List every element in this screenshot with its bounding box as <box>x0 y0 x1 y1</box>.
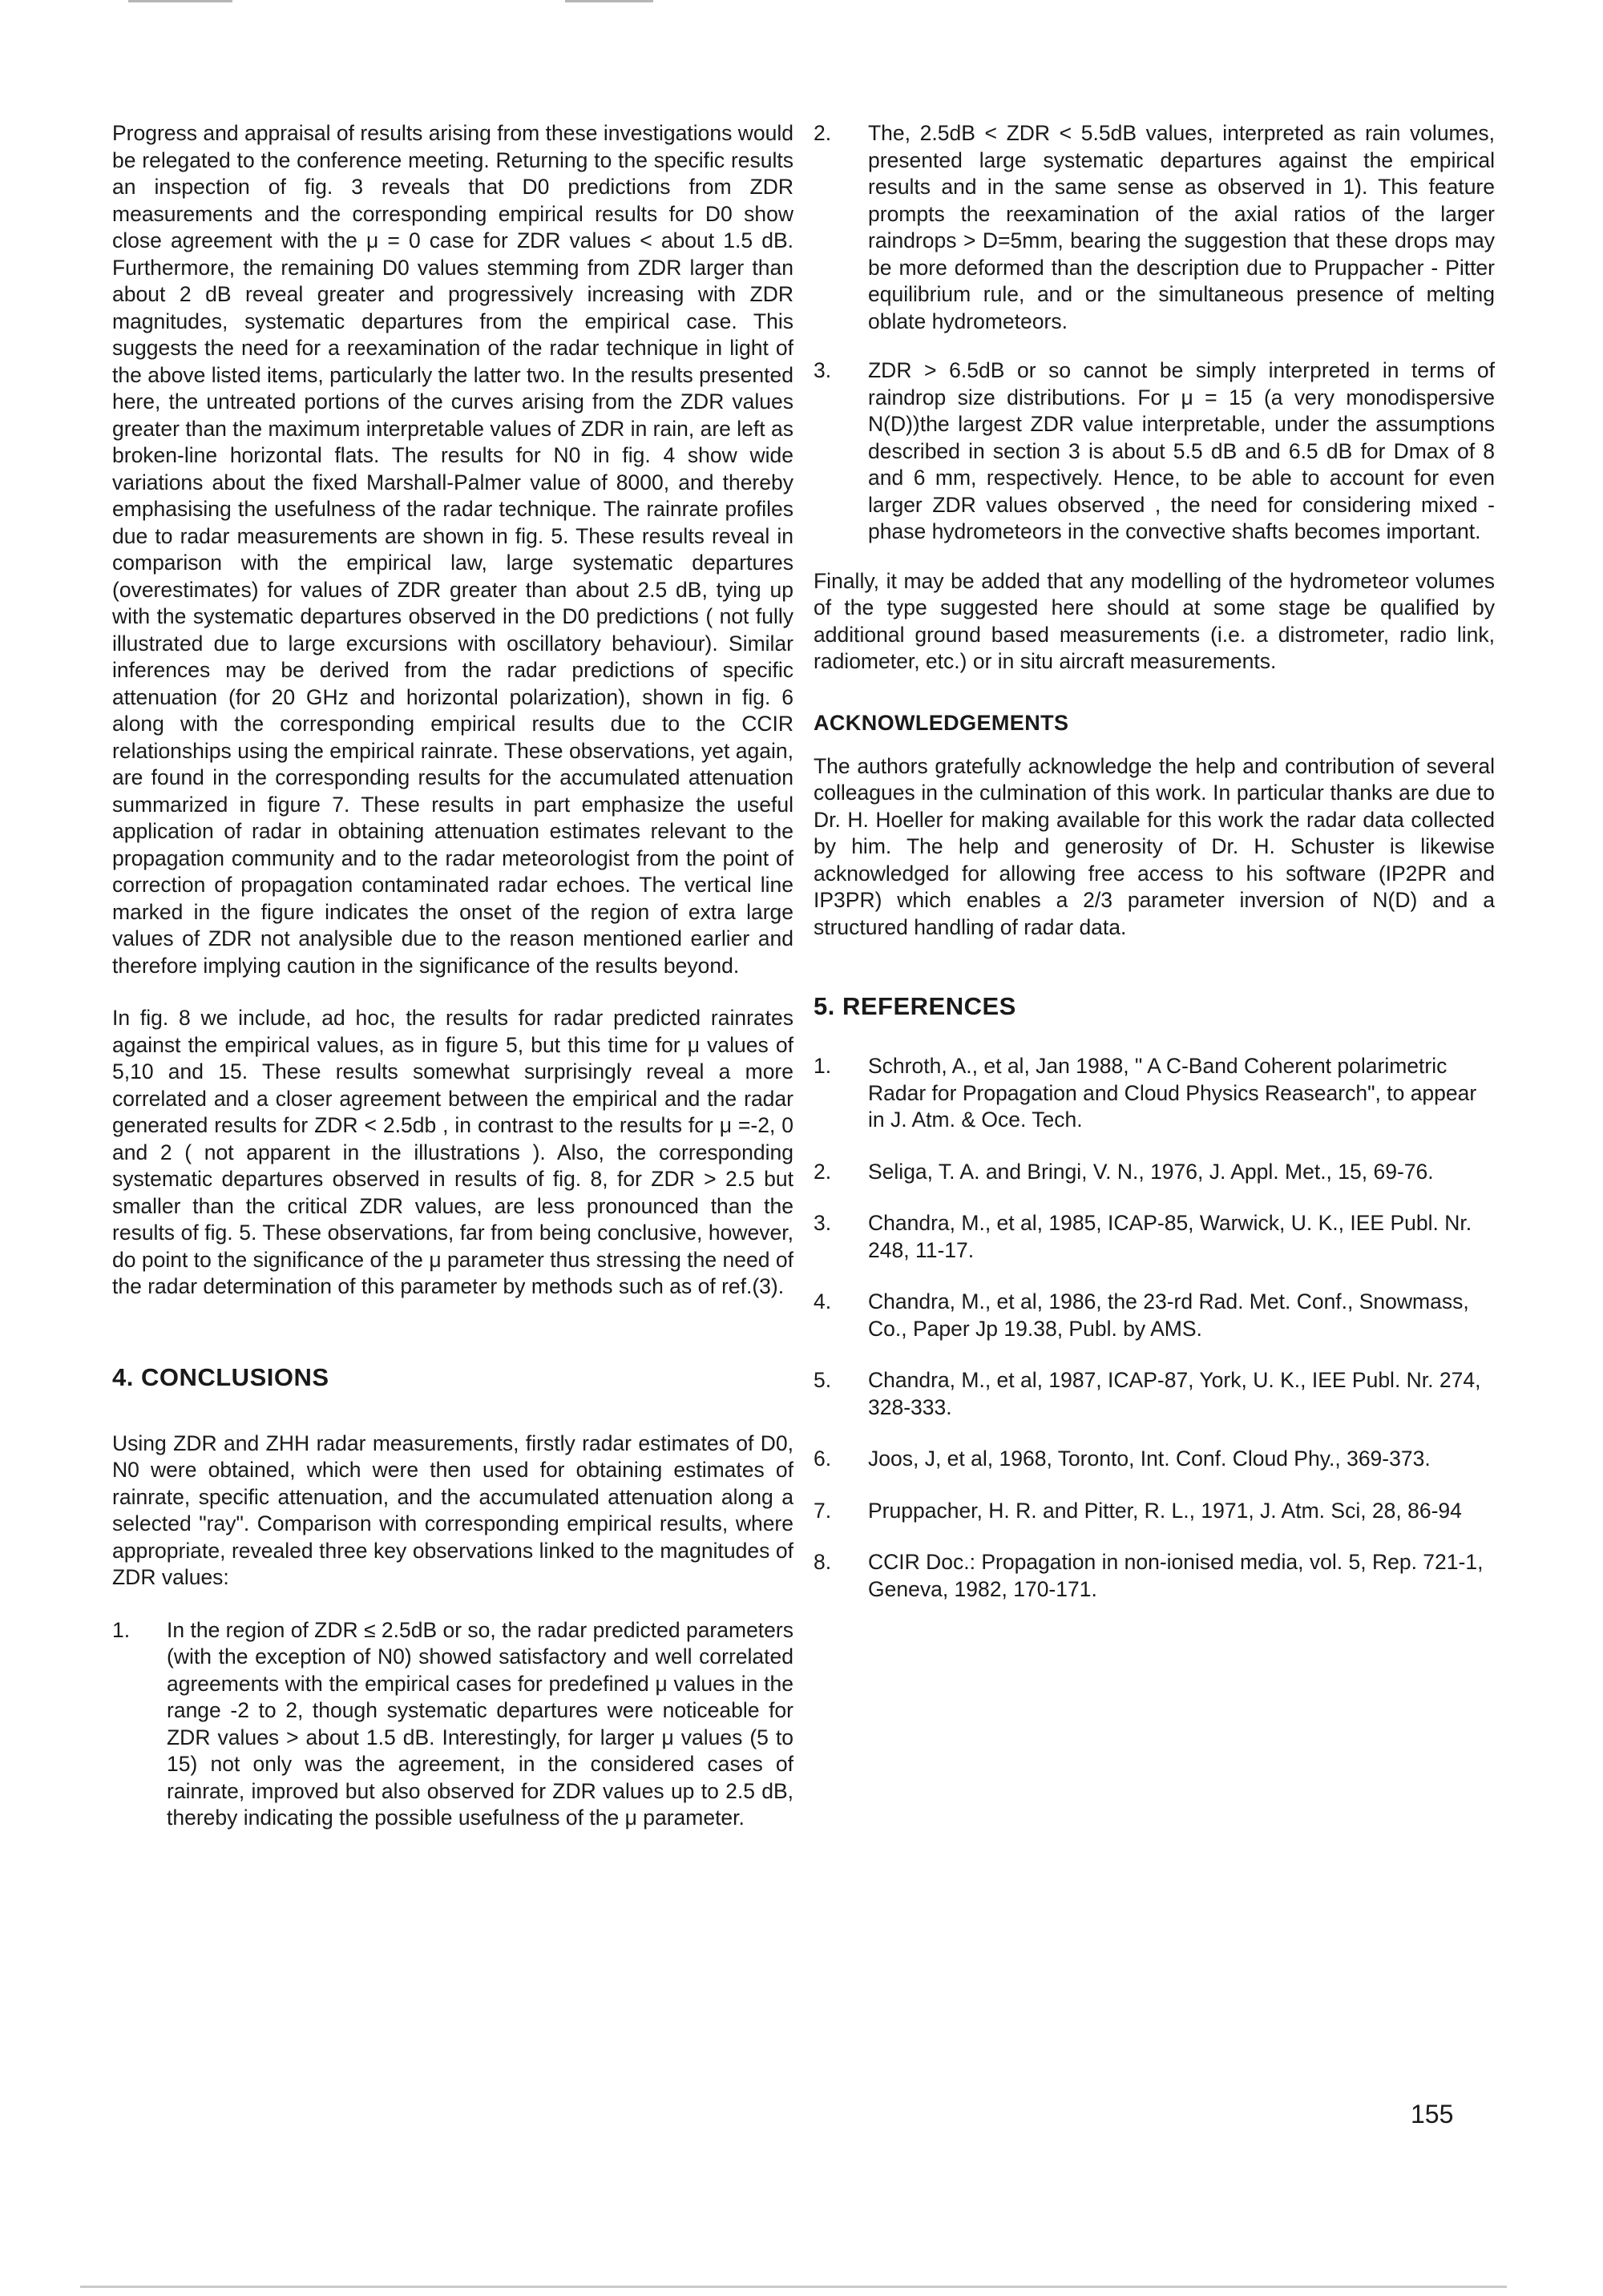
reference-number: 8. <box>814 1550 832 1574</box>
reference-text: Schroth, A., et al, Jan 1988, " A C-Band Coherent polarimetric Radar for Propagation and Cloud Physics Reasearch", to appear in J. Atm. & Oce. Tech. <box>868 1054 1477 1132</box>
reference-number: 2. <box>814 1159 832 1184</box>
reference-item <box>814 1210 1495 1264</box>
section-heading-acknowledgements: ACKNOWLEDGEMENTS <box>814 710 1069 735</box>
section-heading-references: 5. REFERENCES <box>814 992 1016 1020</box>
reference-text: CCIR Doc.: Propagation in non-ionised media, vol. 5, Rep. 721-1, Geneva, 1982, 170-171. <box>868 1550 1484 1601</box>
top-scan-rule <box>128 0 232 2</box>
reference-number: 6. <box>814 1447 832 1471</box>
reference-item <box>814 1446 1495 1473</box>
list-text: The, 2.5dB < ZDR < 5.5dB values, interpreted as rain volumes, presented large systematic departures against the empirical results and in the same sense as observed in 1). This feature prompts the reexamination of the axial ratios of the larger raindrops > D=5mm, bearing the suggestion that these drops may be more deformed than the description due to Pruppacher - Pitter equilibrium rule, and or the simultaneous presence of melting oblate hydrometeors. <box>868 121 1495 333</box>
right-column <box>814 120 1495 1628</box>
reference-item <box>814 1549 1495 1603</box>
list-item <box>814 357 1495 546</box>
top-scan-rule <box>565 0 653 2</box>
bottom-scan-rule <box>80 2286 1507 2288</box>
reference-item <box>814 1289 1495 1342</box>
body-paragraph: Finally, it may be added that any modelling of the hydrometeor volumes of the type suggested here should at some stage be qualified by additional ground based measurements (i.e. a distrometer, radio link, radiometer, etc.) or in situ aircraft measurements. <box>814 568 1495 673</box>
conclusion-list-continued <box>814 120 1495 546</box>
acknowledgements-text: The authors gratefully acknowledge the help and contribution of several colleagues in the culmination of this work. In particular thanks are due to Dr. H. Hoeller for making available for this work the radar data collected by him. The help and generosity of Dr. H. Schuster is likewise acknowledged for allowing free access to his software (IP2PR and IP3PR) which enables a 2/3 parameter inversion of N(D) and a structured handling of radar data. <box>814 753 1495 939</box>
reference-item <box>814 1159 1495 1186</box>
list-item <box>112 1617 793 1832</box>
body-paragraph: Progress and appraisal of results arising from these investigations would be relegated to the conference meeting. Returning to the specific results an inspection of fig. 3 reveals that D0 predictions from ZDR measurements and the corresponding empirical results for D0 show close agreement with the μ = 0 case for ZDR values < about 1.5 dB. Furthermore, the remaining D0 values stemming from ZDR larger than about 2 dB reveal greater and progressively increasing with ZDR magnitudes, systematic departures from the empirical case. This suggests the need for a reexamination of the radar technique in light of the above listed items, particularly the latter two. In the results presented here, the untreated portions of the curves arising from the ZDR values greater than the maximum interpretable values of ZDR in rain, are left as broken-line horizontal flats. The results for N0 in fig. 4 show wide variations about the fixed Marshall-Palmer value of 8000, and thereby emphasising the usefulness of the radar technique. The rainrate profiles due to radar measurements are shown in fig. 5. These results reveal in comparison with the empirical law, large systematic departures (overestimates) for values of ZDR greater than about 2.5 dB, tying up with the systematic departures observed in the D0 predictions ( not fully illustrated due to large excursions with oscillatory behaviour). Similar inferences may be derived from the radar predictions of specific attenuation (for 20 GHz and horizontal polarization), shown in fig. 6 along with the corresponding empirical results due to the CCIR relationships using the empirical rainrate. These observations, yet again, are found in the corresponding results for the accumulated attenuation summarized in figure 7. These results in part emphasize the useful application of radar in obtaining attenuation estimates relevant to the propagation community and to the radar meteorologist from the point of correction of propagation contaminated radar echoes. The vertical line marked in the figure indicates the onset of the region of extra large values of ZDR not analysible due to the reason mentioned earlier and therefore implying caution in the significance of the results beyond. <box>112 121 793 978</box>
page-number: 155 <box>1411 2100 1454 2129</box>
reference-number: 7. <box>814 1498 832 1523</box>
list-text: ZDR > 6.5dB or so cannot be simply interpreted in terms of raindrop size distributions. For μ = 15 (a very monodispersive N(D))the largest ZDR value interpretable, under the assumptions described in section 3 is about 5.5 dB and 6.5 dB for Dmax of 8 and 6 mm, respectively. Hence, to be able to account for even larger ZDR values observed , the need for considering mixed - phase hydrometeors in the convective shafts becomes important. <box>868 358 1495 543</box>
reference-text: Chandra, M., et al, 1986, the 23-rd Rad. Met. Conf., Snowmass, Co., Paper Jp 19.38, Publ. by AMS. <box>868 1289 1469 1341</box>
conclusion-list <box>112 1617 793 1832</box>
reference-text: Seliga, T. A. and Bringi, V. N., 1976, J. Appl. Met., 15, 69-76. <box>868 1159 1434 1184</box>
reference-item <box>814 1367 1495 1421</box>
reference-text: Pruppacher, H. R. and Pitter, R. L., 1971, J. Atm. Sci, 28, 86-94 <box>868 1498 1462 1523</box>
reference-text: Joos, J, et al, 1968, Toronto, Int. Conf. Cloud Phy., 369-373. <box>868 1447 1431 1471</box>
body-paragraph: In fig. 8 we include, ad hoc, the results for radar predicted rainrates against the empirical values, as in figure 5, but this time for μ values of 5,10 and 15. These results somewhat surprisingly reveal a more correlated and a closer agreement between the empirical and the radar generated results for ZDR < 2.5db , in contrast to the results for μ =-2, 0 and 2 ( not apparent in the illustrations ). Also, the corresponding systematic departures observed in results of fig. 8, for ZDR > 2.5 but smaller than the critical ZDR values, are less pronounced than the results of fig. 5. These observations, far from being conclusive, however, do point to the significance of the μ parameter thus stressing the need of the radar determination of this parameter by methods such as of ref.(3). <box>112 1006 793 1298</box>
reference-list <box>814 1053 1495 1603</box>
section-heading-conclusions: 4. CONCLUSIONS <box>112 1362 329 1391</box>
body-paragraph: Using ZDR and ZHH radar measurements, firstly radar estimates of D0, N0 were obtained, which were then used for obtaining estimates of rainrate, specific attenuation, and the accumulated attenuation along a selected "ray". Comparison with corresponding empirical results, where appropriate, revealed three key observations linked to the magnitudes of ZDR values: <box>112 1430 793 1589</box>
list-number: 2. <box>814 121 832 145</box>
reference-item <box>814 1498 1495 1525</box>
list-text: In the region of ZDR ≤ 2.5dB or so, the radar predicted parameters (with the exception of N0) showed satisfactory and well correlated agreements with the empirical cases for predefined μ values in the range -2 to 2, though systematic departures were noticeable for ZDR values > about 1.5 dB. Interestingly, for larger μ values (5 to 15) not only was the agreement, in the considered cases of rainrate, improved but also observed for ZDR values up to 2.5 dB, thereby indicating the possible usefulness of the μ parameter. <box>167 1617 793 1830</box>
reference-number: 5. <box>814 1368 832 1392</box>
list-number: 3. <box>814 358 832 382</box>
list-item <box>814 120 1495 335</box>
reference-number: 1. <box>814 1054 832 1078</box>
reference-number: 4. <box>814 1289 832 1313</box>
list-number: 1. <box>112 1617 131 1642</box>
reference-text: Chandra, M., et al, 1987, ICAP-87, York, U. K., IEE Publ. Nr. 274, 328-333. <box>868 1368 1481 1419</box>
left-column <box>112 120 793 1854</box>
reference-item <box>814 1053 1495 1134</box>
reference-text: Chandra, M., et al, 1985, ICAP-85, Warwick, U. K., IEE Publ. Nr. 248, 11-17. <box>868 1211 1472 1262</box>
reference-number: 3. <box>814 1211 832 1235</box>
